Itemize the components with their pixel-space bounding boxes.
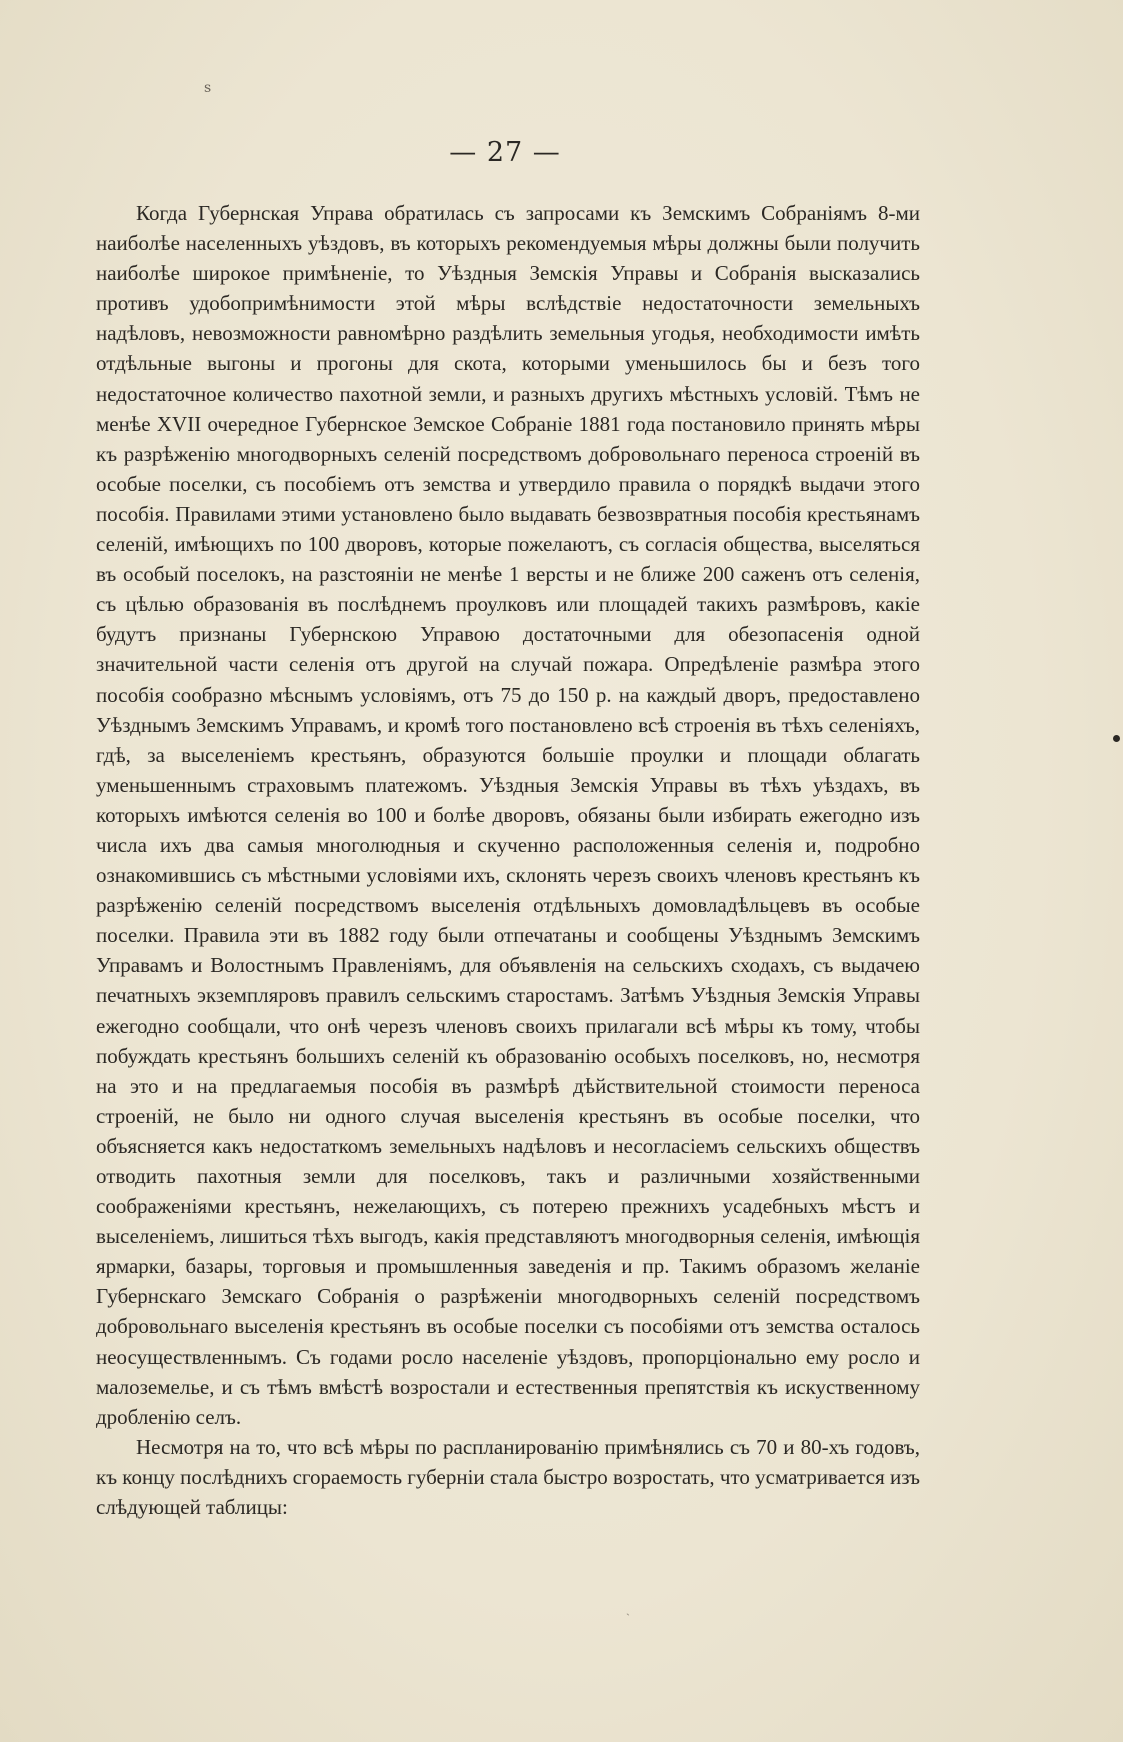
bottom-margin-mark: ˎ bbox=[626, 1602, 630, 1616]
page-body bbox=[96, 198, 920, 1522]
margin-dot-mark bbox=[1113, 735, 1120, 742]
top-margin-mark: ѕ bbox=[204, 80, 212, 96]
paragraph-1: Когда Губернская Управа обратилась съ запросами къ Земскимъ Собраніямъ 8-ми наиболѣе населенныхъ уѣздовъ, въ которыхъ рекомендуемыя мѣры должны были получить наиболѣе широкое примѣненіе, то Уѣздныя Земскія Управы и Собранія высказались противъ удобопримѣнимости этой мѣры вслѣдствіе недостаточности земельныхъ надѣловъ, невозможности равномѣрно раздѣлить земельныя угодья, необходимости имѣть отдѣльные выгоны и прогоны для скота, которыми уменьшилось бы и безъ того недостаточное количество пахотной земли, и разныхъ другихъ мѣстныхъ условій. Тѣмъ не менѣе XVII очередное Губернское Земское Собраніе 1881 года постановило принять мѣры къ разрѣженію многодворныхъ селеній посредствомъ добровольнаго переноса строеній въ особые поселки, съ пособіемъ отъ земства и утвердило правила о порядкѣ выдачи этого пособія. Правилами этими установлено было выдавать безвозвратныя пособія крестьянамъ селеній, имѣющихъ по 100 дворовъ, которые пожелаютъ, съ согласія общества, выселяться въ особый поселокъ, на разстояніи не менѣе 1 версты и не ближе 200 саженъ отъ селенія, съ цѣлью образованія въ послѣднемъ проулковъ или площадей такихъ размѣровъ, какіе будутъ признаны Губернскою Управою достаточными для обезопасенія одной значительной части селенія отъ другой на случай пожара. Опредѣленіе размѣра этого пособія сообразно мѣснымъ условіямъ, отъ 75 до 150 р. на каждый дворъ, предоставлено Уѣзднымъ Земскимъ Управамъ, и кромѣ того постановлено всѣ строенія въ тѣхъ селеніяхъ, гдѣ, за выселеніемъ крестьянъ, образуются большіе проулки и площади облагать уменьшеннымъ страховымъ платежомъ. Уѣздныя Земскія Управы въ тѣхъ уѣздахъ, въ которыхъ имѣются селенія во 100 и болѣе дворовъ, обязаны были избирать ежегодно изъ числа ихъ два самыя многолюдныя и скученно расположенныя селенія и, подробно ознакомившись съ мѣстными условіями ихъ, склонять черезъ своихъ членовъ крестьянъ къ разрѣженію селеній посредствомъ выселенія отдѣльныхъ домовладѣльцевъ въ особые поселки. Правила эти въ 1882 году были отпечатаны и сообщены Уѣзднымъ Земскимъ Управамъ и Волостнымъ Правленіямъ, для объявленія на сельскихъ сходахъ, съ выдачею печатныхъ экземпляровъ правилъ сельскимъ старостамъ. Затѣмъ Уѣздныя Земскія Управы ежегодно сообщали, что онѣ черезъ членовъ своихъ прилагали всѣ мѣры къ тому, чтобы побуждать крестьянъ большихъ селеній къ образованію особыхъ поселковъ, но, несмотря на это и на предлагаемыя пособія въ размѣрѣ дѣйствительной стоимости переноса строеній, не было ни одного случая выселенія крестьянъ въ особые поселки, что объясняется какъ недостаткомъ земельныхъ надѣловъ и несогласіемъ сельскихъ обществъ отводить пахотныя земли для поселковъ, такъ и различными хозяйственными соображеніями крестьянъ, нежелающихъ, съ потерею прежнихъ усадебныхъ мѣстъ и выселеніемъ, лишиться тѣхъ выгодъ, какія представляютъ многодворныя селенія, имѣющія ярмарки, базары, торговыя и промышленныя заведенія и пр. Такимъ образомъ желаніе Губернскаго Земскаго Собранія о разрѣженіи многодворныхъ селеній посредствомъ добровольнаго выселенія крестьянъ въ особые поселки съ пособіями отъ земства осталось неосуществленнымъ. Съ годами росло населеніе уѣздовъ, пропорціонально ему росло и малоземелье, и съ тѣмъ вмѣстѣ возростали и естественныя препятствія къ искуственному дробленію селъ. bbox=[96, 201, 920, 1429]
page-number: — 27 — bbox=[449, 137, 561, 168]
paragraph-2: Несмотря на то, что всѣ мѣры по распланированію примѣнялись съ 70 и 80-хъ годовъ, къ концу послѣднихъ сгораемость губерніи стала быстро возростать, что усматривается изъ слѣдующей таблицы: bbox=[96, 1434, 921, 1520]
